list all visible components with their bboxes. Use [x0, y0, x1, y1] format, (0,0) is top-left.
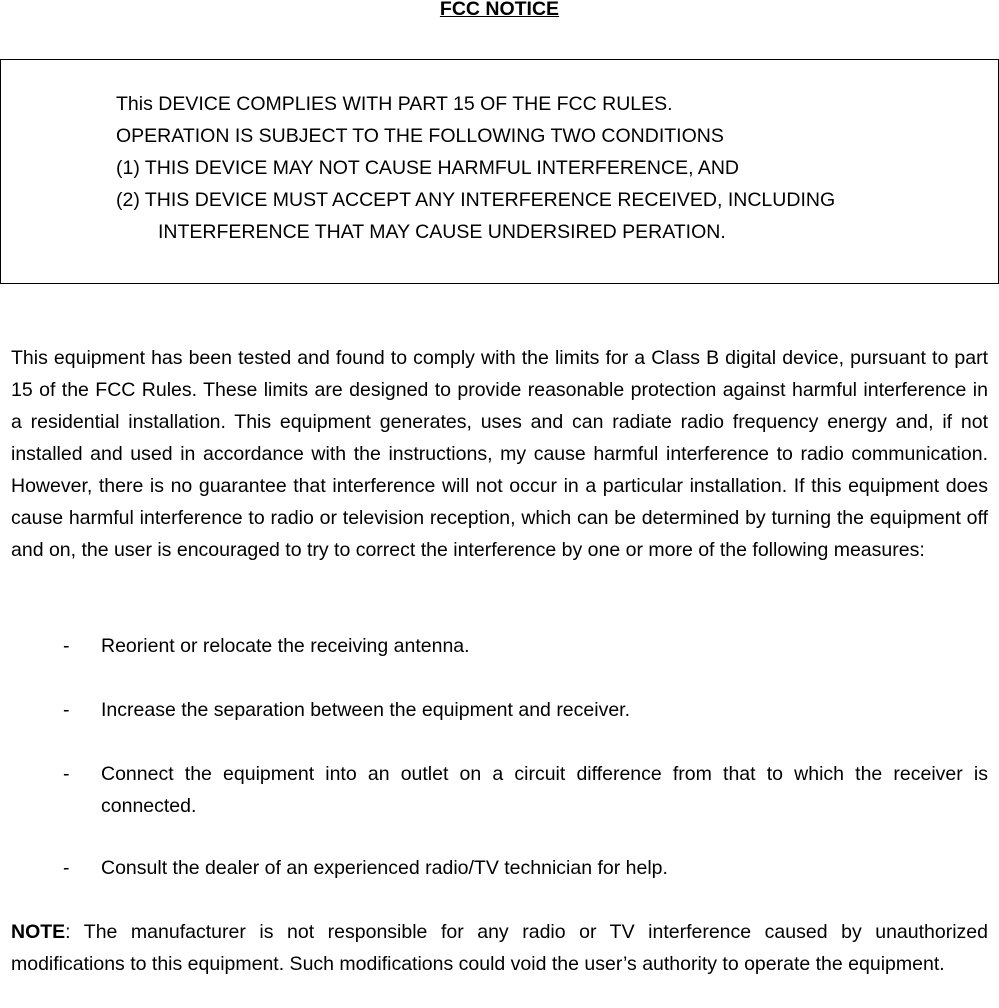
note-label: NOTE: [11, 921, 66, 943]
compliance-line: INTERFERENCE THAT MAY CAUSE UNDERSIRED PERATION.: [158, 221, 726, 243]
measure-text: Connect the equipment into an outlet on a circuit difference from that to which the receiver is connected.: [101, 763, 988, 817]
bullet-dash: -: [63, 763, 70, 785]
compliance-line: (1) THIS DEVICE MAY NOT CAUSE HARMFUL INTERFERENCE, AND: [116, 157, 740, 179]
bullet-dash: -: [63, 857, 70, 879]
compliance-box: [0, 59, 999, 284]
page-title: FCC NOTICE: [439, 0, 560, 20]
bullet-dash: -: [63, 635, 70, 657]
measure-text: Consult the dealer of an experienced radio/TV technician for help.: [101, 857, 668, 879]
bullet-dash: -: [63, 699, 70, 721]
note-text: : The manufacturer is not responsible for any radio or TV interference caused by unauthorized modifications to this equipment. Such modifications could void the user’s authority to operate the equipment.: [11, 921, 988, 975]
measure-text: Increase the separation between the equipment and receiver.: [101, 699, 631, 721]
compliance-line: (2) THIS DEVICE MUST ACCEPT ANY INTERFERENCE RECEIVED, INCLUDING: [116, 189, 836, 211]
intro-paragraph: This equipment has been tested and found to comply with the limits for a Class B digital device, pursuant to part 15 of the FCC Rules. These limits are designed to provide reasonable protection against harmful interference in a residential installation. This equipment generates, uses and can radiate radio frequency energy and, if not installed and used in accordance with the instructions, my cause harmful interference to radio communication. However, there is no guarantee that interference will not occur in a particular installation. If this equipment does cause harmful interference to radio or television reception, which can be determined by turning the equipment off and on, the user is encouraged to try to correct the interference by one or more of the following measures:: [11, 347, 988, 561]
compliance-line: OPERATION IS SUBJECT TO THE FOLLOWING TWO CONDITIONS: [116, 125, 724, 147]
note-paragraph: [11, 916, 988, 980]
compliance-line: This DEVICE COMPLIES WITH PART 15 OF THE FCC RULES.: [116, 93, 673, 115]
measure-text: Reorient or relocate the receiving antenna.: [101, 635, 470, 657]
